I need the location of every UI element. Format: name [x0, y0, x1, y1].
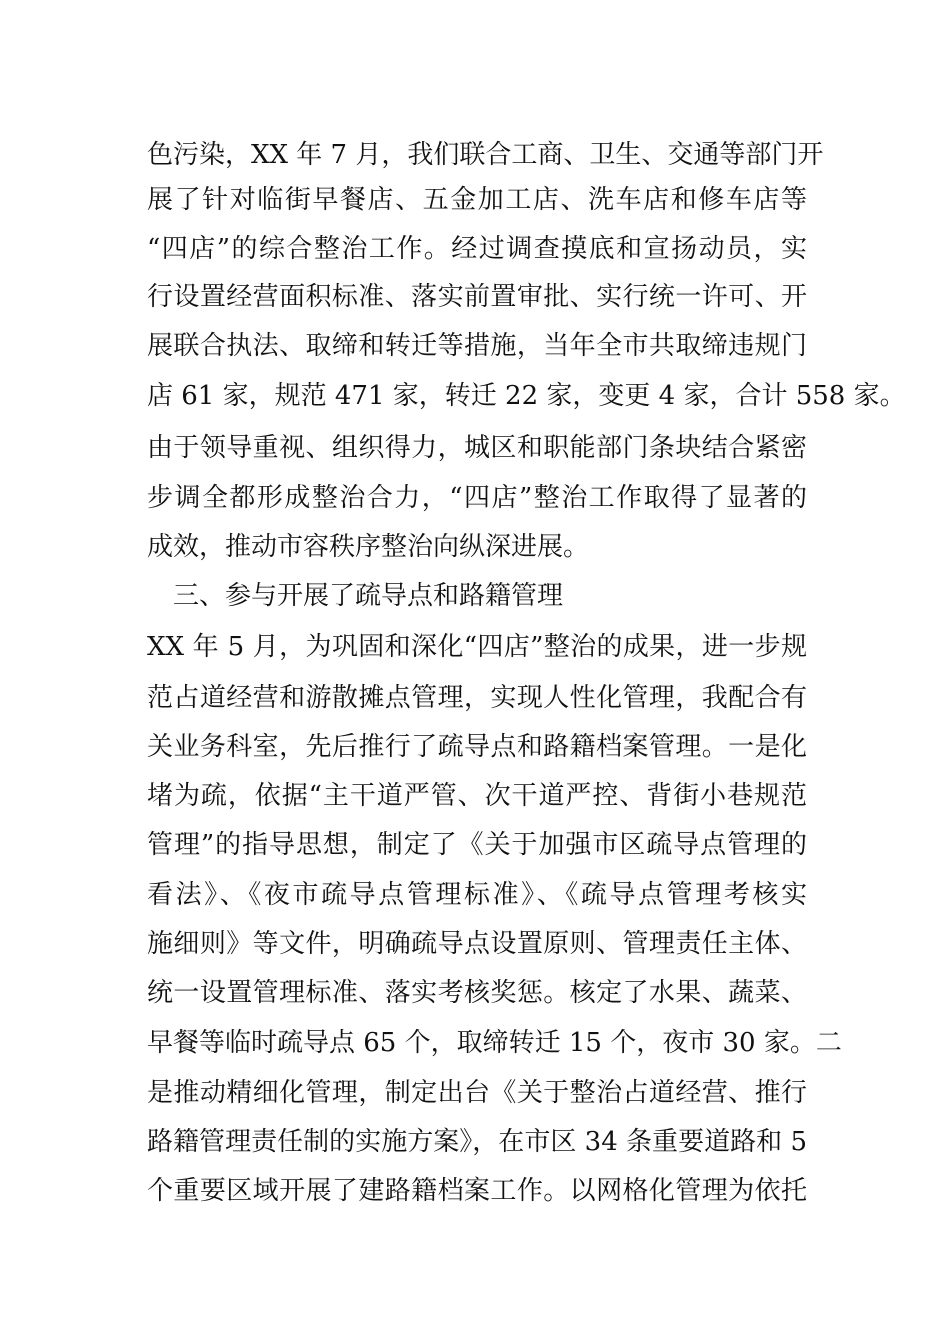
paragraph-line: 由于领导重视、组织得力，城区和职能部门条块结合紧密: [147, 433, 807, 463]
paragraph-line: 堵为疏，依据“主干道严管、次干道严控、背街小巷规范: [147, 781, 807, 811]
paragraph-line: “四店”的综合整治工作。经过调查摸底和宣扬动员，实: [147, 234, 807, 264]
paragraph-line: 色污染，XX 年 7 月，我们联合工商、卫生、交通等部门开: [147, 140, 824, 170]
paragraph-line: 范占道经营和游散摊点管理，实现人性化管理，我配合有: [147, 683, 807, 713]
paragraph-line: 行设置经营面积标准、落实前置审批、实行统一许可、开: [147, 282, 807, 312]
paragraph-line: 统一设置管理标准、落实考核奖惩。核定了水果、蔬菜、: [147, 978, 807, 1008]
paragraph-line: 个重要区域开展了建路籍档案工作。以网格化管理为依托: [147, 1176, 807, 1206]
paragraph-line: 成效，推动市容秩序整治向纵深进展。: [147, 532, 590, 562]
paragraph-line: 路籍管理责任制的实施方案》，在市区 34 条重要道路和 5: [147, 1127, 807, 1157]
paragraph-line: 管理”的指导思想，制定了《关于加强市区疏导点管理的: [147, 830, 807, 860]
paragraph-line: 展联合执法、取缔和转迁等措施，当年全市共取缔违规门: [147, 331, 807, 361]
paragraph-line: 步调全都形成整治合力，“四店”整治工作取得了显著的: [147, 483, 807, 513]
paragraph-line: 是推动精细化管理，制定出台《关于整治占道经营、推行: [147, 1078, 807, 1108]
paragraph-line: 展了针对临街早餐店、五金加工店、洗车店和修车店等: [147, 185, 807, 215]
paragraph-line: XX 年 5 月，为巩固和深化“四店”整治的成果，进一步规: [147, 632, 807, 662]
paragraph-line: 早餐等临时疏导点 65 个，取缔转迁 15 个，夜市 30 家。二: [147, 1028, 842, 1058]
paragraph-line: 店 61 家，规范 471 家，转迁 22 家，变更 4 家，合计 558 家。: [147, 381, 906, 411]
section-heading: 三、参与开展了疏导点和路籍管理: [173, 581, 564, 611]
paragraph-line: 施细则》等文件，明确疏导点设置原则、管理责任主体、: [147, 929, 807, 959]
paragraph-line: 看法》、《夜市疏导点管理标准》、《疏导点管理考核实: [147, 880, 807, 910]
paragraph-line: 关业务科室，先后推行了疏导点和路籍档案管理。一是化: [147, 732, 807, 762]
